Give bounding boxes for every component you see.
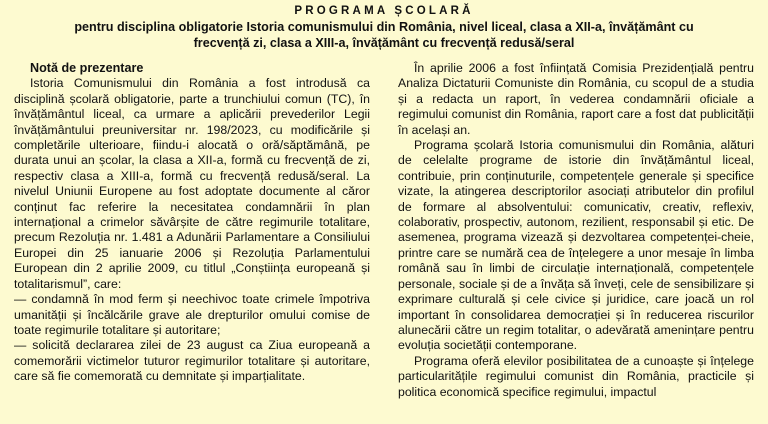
commission-paragraph: În aprilie 2006 a fost înființată Comisia Prezidențială pentru Analiza Dictaturii Comuniste din România, cu scopul de a studia și a redacta un raport, în vederea condamnării oficiale a regimului comunist din România, raport care a fost dat publicității în același an. — [398, 61, 754, 137]
right-column — [398, 61, 754, 400]
curriculum-paragraph: Programa școlară Istoria comunismului din România, alături de celelalte programe de istorie din învățământul liceal, contribuie, prin conținuturile, competențele generale și specifice vizate, la atingerea descriptorilor asociați atributelor din profilul de formare al absolventului: comunicativ, creativ, reflexiv, colaborativ, prospectiv, autonom, rezilient, responsabil și etic. De asemenea, programa vizează și dezvoltarea competenței-cheie, printre care se numără cea de înțelegere a unor mesaje în limba română sau în limbi de circulație internațională, competențele personale, sociale și de a învăța să înveți, cele de sensibilizare și exprimare culturală și cele civice și juridice, care joacă un rol important în consolidarea democrației și în reducerea riscurilor alunecării către un regim totalitar, o adevărată amenințare pentru evoluția societății contemporane. — [398, 138, 754, 353]
opportunity-paragraph: Programa oferă elevilor posibilitatea de a cunoaște și înțelege particularitățile regimului comunist din România, practicile și politica economică specifice regimului, impactul — [398, 353, 754, 399]
list-item-remembrance-day: — solicită declararea zilei de 23 august ca Ziua europeană a comemorării victimelor tuturor regimurilor totalitare și autoritare, care să fie comemorată cu demnitate și imparțialitate. — [14, 338, 370, 384]
section-heading: Notă de prezentare — [30, 61, 144, 75]
intro-paragraph: Istoria Comunismului din România a fost introdusă ca disciplină școlară obligatorie, parte a trunchiului comun (TC), în învățământul liceal, ca urmare a aplicării prevederilor Legii învățământului preuniversitar nr. 198/2023, cu modificările și completările ulterioare, fiindu-i alocată o oră/săptămână, pe durata unui an școlar, la clasa a XII-a, formă cu frecvență de zi, respectiv clasa a XIII-a, formă cu frecvență redusă/seral. La nivelul Uniunii Europene au fost adoptate documente al căror conținut fac referire la necesitatea condamnării în plan internațional a crimelor săvârșite de către regimurile totalitare, precum Rezoluția nr. 1.481 a Adunării Parlamentare a Consiliului Europei din 25 ianuarie 2006 și Rezoluția Parlamentului European din 2 aprilie 2009, cu titlul „Conștiința europeană și totalitarismul”, care: — [14, 76, 370, 291]
document-subtitle: pentru disciplina obligatorie Istoria comunismului din România, nivel liceal, clasa a XII-a, învățământ cu frecvență zi, clasa a XIII-a, învățământ cu frecvență redusă/seral — [74, 20, 694, 50]
two-column-body — [14, 61, 754, 400]
document-header — [14, 4, 754, 51]
document-title: PROGRAMA ȘCOLARĂ — [294, 5, 474, 17]
list-item-condemnation: — condamnă în mod ferm și neechivoc toate crimele împotriva umanității și încălcările grave ale drepturilor omului comise de toate regimurile totalitare și autoritare; — [14, 292, 370, 337]
left-column — [14, 61, 370, 400]
